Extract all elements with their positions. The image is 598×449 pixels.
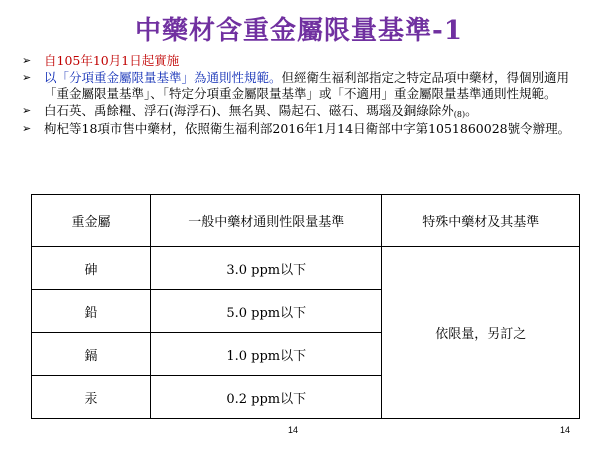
metal-cell: 砷 [32,247,151,290]
header-general-limit: 一般中藥材通則性限量基準 [151,195,382,247]
bullet-text-end: 。 [465,102,478,118]
bullet-text: 自105年10月1日起實施 [44,53,180,68]
limit-cell: 1.0 ppm以下 [151,333,382,376]
page-number-center: 14 [288,425,299,435]
bullet-text: 枸杞等18項市售中藥材，依照衛生福利部2016年1月14日衛部中字第1051860028號令辦理。 [44,121,571,136]
metal-cell: 鉛 [32,290,151,333]
bullet-list [20,53,580,138]
metal-cell: 汞 [32,376,151,419]
bullet-item-exceptions [20,103,580,122]
heavy-metal-limits-table [31,194,580,419]
header-special-limit: 特殊中藥材及其基準 [382,195,580,247]
slide-title: 中藥材含重金屬限量基準-1 [135,16,463,46]
bullet-item-start-date [20,53,580,70]
table-row [32,247,580,290]
page-number-right: 14 [560,425,571,435]
footnote-ref: (8) [453,109,466,119]
header-metal: 重金屬 [32,195,151,247]
arrow-right-icon: ➢ [22,54,32,67]
bullet-item-general-rule [20,70,580,103]
bullet-text: 但經衛生福利部指定之特定品項中藥材，得個別適用「重金屬限量基準」、「特定分項重金屬限量基準」或「不適用」重金屬限量基準通則性規範。 [44,69,570,101]
bullet-item-goji-order [20,121,580,138]
limit-cell: 3.0 ppm以下 [151,247,382,290]
table-header-row [32,195,580,247]
arrow-right-icon: ➢ [22,103,32,117]
bullet-text: 白石英、禹餘糧、浮石(海浮石)、無名異、陽起石、磁石、瑪瑙及銅綠除外 [44,102,454,118]
limit-cell: 5.0 ppm以下 [151,290,382,333]
arrow-right-icon: ➢ [22,122,32,135]
arrow-right-icon: ➢ [22,70,32,84]
bullet-highlight-text: 以「分項重金屬限量基準」為通則性規範。 [44,69,282,85]
special-note-cell: 依限量，另訂之 [382,247,580,419]
limit-cell: 0.2 ppm以下 [151,376,382,419]
metal-cell: 鎘 [32,333,151,376]
